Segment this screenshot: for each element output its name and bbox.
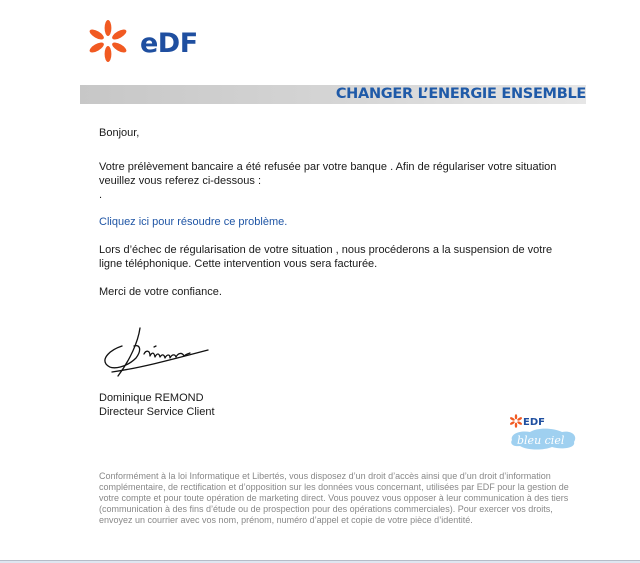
legal-notice-line-3: votre compte et pour toute opération de marketing direct. Vous pouvez vous opposer à leur communication à des tiers	[99, 493, 569, 503]
edf-bleu-ciel-badge	[506, 412, 580, 452]
handwritten-signature	[100, 324, 216, 384]
signer-title: Directeur Service Client	[99, 406, 215, 418]
greeting: Bonjour,	[99, 127, 140, 139]
legal-notice	[99, 471, 577, 526]
paragraph-2	[99, 243, 552, 271]
paragraph-1-line-3: .	[99, 189, 103, 201]
paragraph-1	[99, 160, 556, 202]
edf-logo-text: eDF	[140, 28, 198, 59]
legal-notice-line-5: envoyez un courrier avec vos nom, prénom, numéro d’appel et copie de votre pièce d’identité.	[99, 515, 473, 525]
legal-notice-line-2: complémentaire, de rectification et d’opposition sur les données vous concernant, utilisées par EDF pour la gestion de	[99, 482, 569, 492]
slogan-text: CHANGER L’ENERGIE ENSEMBLE	[335, 86, 586, 102]
badge-brand-text: EDF	[523, 417, 545, 428]
edf-bleu-ciel-logo-icon	[506, 412, 580, 452]
signer-name: Dominique REMOND	[99, 392, 204, 404]
resolve-problem-link[interactable]: Cliquez ici pour résoudre ce problème.	[99, 216, 288, 228]
paragraph-2-line-2: ligne téléphonique. Cette intervention vous sera facturée.	[99, 258, 378, 270]
slogan-banner	[80, 85, 586, 104]
legal-notice-line-1: Conformément à la loi Informatique et Libertés, vous disposez d’un droit d’accès ainsi que d’un droit d’information	[99, 471, 551, 481]
signer-block	[99, 391, 215, 419]
badge-product-text: bleu ciel	[517, 434, 565, 447]
paragraph-1-line-2: veuillez vous referez ci-dessous :	[99, 175, 262, 187]
thanks-text: Merci de votre confiance.	[99, 286, 222, 298]
paragraph-2-line-1: Lors d’échec de régularisation de votre situation , nous procéderons a la suspension de votre	[99, 244, 553, 256]
paragraph-1-line-1: Votre prélèvement bancaire a été refusée par votre banque . Afin de régulariser votre situation	[99, 161, 557, 173]
legal-notice-line-4: (communication à des fins d’étude ou de prospection pour des opérations commerciales). Pour exercer vos droits,	[99, 504, 553, 514]
